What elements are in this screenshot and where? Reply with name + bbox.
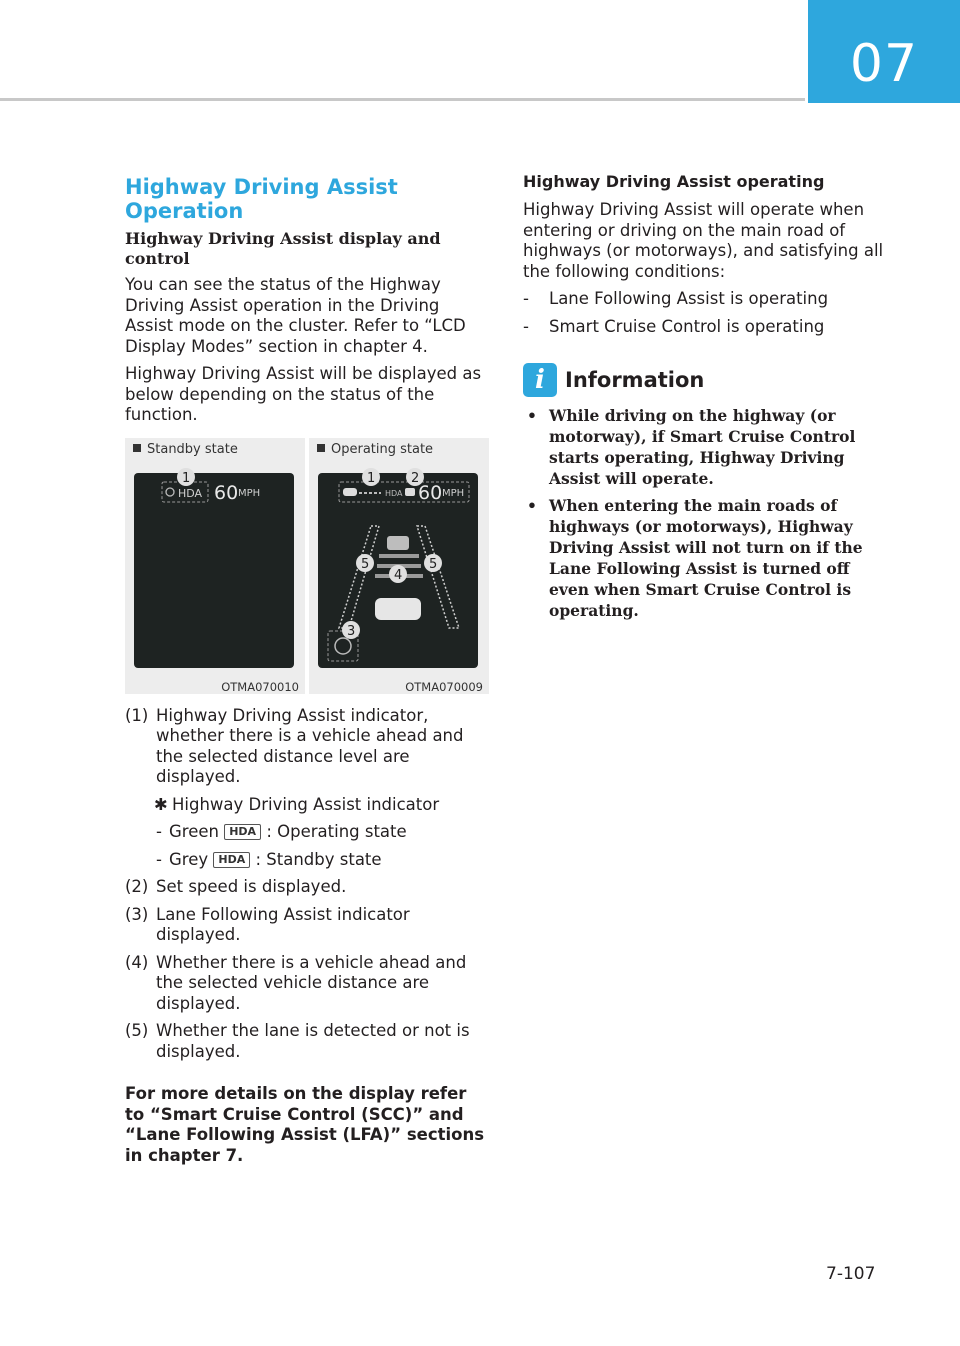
green-state-item: - Green HDA : Operating state: [156, 822, 407, 841]
operating-hda-text: HDA: [385, 488, 403, 498]
list-item: (4) Whether there is a vehicle ahead and the selected vehicle distance are displayed.: [125, 952, 467, 1013]
more-details-note: For more details on the display refer to “Smart Cruise Control (SCC)” and “Lane Following Assist (LFA)” sections in chapter 7.: [125, 1084, 485, 1165]
list-item: (1) Highway Driving Assist indicator, whether there is a vehicle ahead and the selected distance level are displayed.: [125, 705, 464, 786]
standby-callout-1: 1: [182, 470, 191, 486]
figure-standby-code: OTMA070010: [221, 679, 299, 694]
operating-callout-3: 3: [347, 623, 356, 639]
chapter-tab: 07: [808, 0, 960, 103]
subsection-title: Highway Driving Assist display and control: [125, 229, 441, 268]
vehicle-ahead-shape: [387, 536, 409, 550]
figure-standby: [125, 438, 305, 694]
operating-cluster-illustration: [309, 438, 489, 694]
section-title: Highway Driving Assist Operation: [125, 175, 398, 223]
left-column: [125, 172, 487, 1166]
callout-list: [125, 706, 487, 1063]
indicator-note: ✱ Highway Driving Assist indicator: [154, 794, 440, 814]
star-icon: ✱: [154, 794, 168, 814]
hda-badge-icon: HDA: [224, 824, 261, 840]
standby-cluster-illustration: [125, 438, 305, 694]
vehicle-ahead-icon: [343, 488, 357, 496]
own-vehicle-shape: [375, 598, 421, 620]
standby-hda-text: HDA: [178, 486, 203, 500]
operating-callout-2: 2: [411, 470, 420, 486]
cluster-figures: [125, 438, 487, 694]
standby-speed: 60: [214, 481, 239, 504]
standby-unit: MPH: [238, 487, 261, 499]
intro-paragraph: You can see the status of the Highway Driving Assist operation in the Driving Assist mode on the cluster. Refer to “LCD Display Modes” section in chapter 4.: [125, 275, 466, 356]
operating-heading: Highway Driving Assist operating: [523, 172, 825, 191]
operating-callout-1: 1: [367, 470, 376, 486]
information-title: Information: [565, 368, 705, 392]
figure-operating-title: Operating state: [317, 442, 433, 457]
operating-callout-4: 4: [394, 567, 403, 583]
display-paragraph: Highway Driving Assist will be displayed as below depending on the status of the function.: [125, 364, 482, 424]
condition-item: - Lane Following Assist is operating: [523, 289, 829, 308]
operating-paragraph: Highway Driving Assist will operate when entering or driving on the main road of highways (or motorways), and satisfying all the following conditions:: [523, 200, 884, 281]
operating-callout-5-left: 5: [361, 556, 370, 572]
grey-state-item: - Grey HDA : Standby state: [156, 849, 382, 869]
figure-standby-title: Standby state: [133, 442, 238, 457]
list-item: (3) Lane Following Assist indicator displayed.: [125, 904, 410, 944]
own-vehicle-icon: [405, 488, 415, 496]
info-icon: i: [523, 363, 557, 397]
header-rule: [0, 98, 805, 101]
hda-badge-icon: HDA: [213, 852, 250, 868]
figure-operating: [309, 438, 489, 694]
list-item: (2) Set speed is displayed.: [125, 877, 347, 896]
information-header: [523, 363, 888, 397]
list-item: (5) Whether the lane is detected or not is displayed.: [125, 1021, 470, 1061]
info-bullet: • While driving on the highway (or motorway), if Smart Cruise Control starts operating, Highway Driving Assist will operate.: [527, 406, 856, 488]
right-column: [523, 172, 888, 627]
page-number: 7-107: [826, 1264, 876, 1284]
info-bullet: • When entering the main roads of highways (or motorways), Highway Driving Assist will not turn on if the Lane Following Assist is turned off even when Smart Cruise Control is operating.: [527, 496, 863, 620]
condition-item: - Smart Cruise Control is operating: [523, 316, 825, 336]
operating-unit: MPH: [442, 487, 465, 499]
operating-callout-5-right: 5: [429, 556, 438, 572]
operating-speed: 60: [418, 481, 443, 504]
figure-operating-code: OTMA070009: [405, 679, 483, 694]
